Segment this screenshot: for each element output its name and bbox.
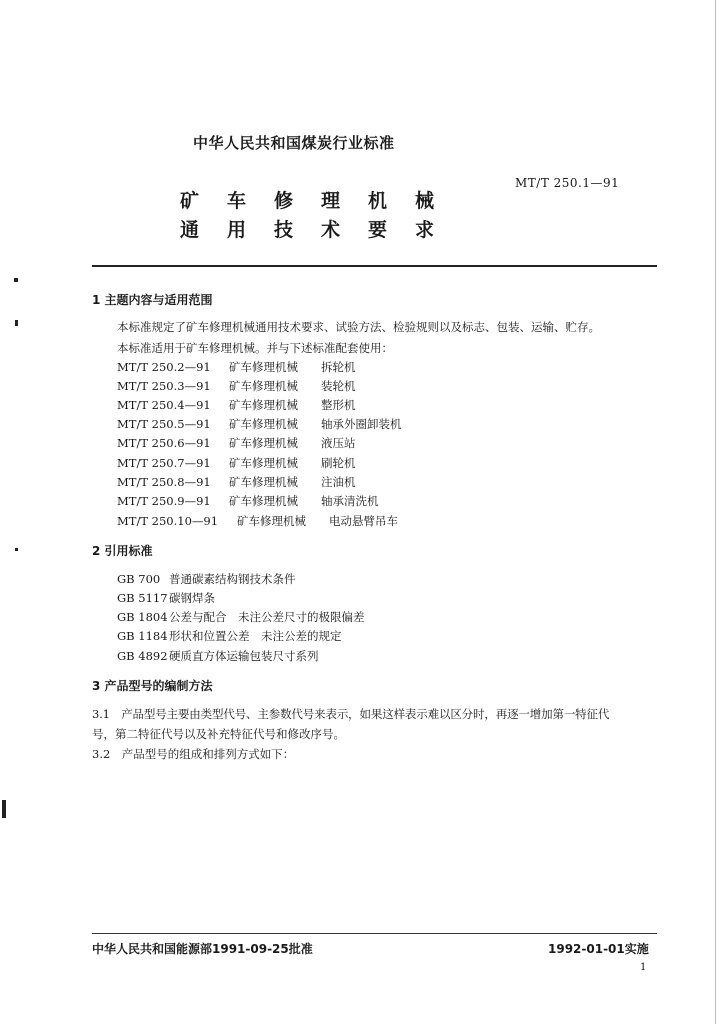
list-item-desc: 电动悬臂吊车 <box>329 514 398 528</box>
list-item-name: 矿车修理机械 <box>229 360 298 374</box>
clause-3-1-line1: 3.1 产品型号主要由类型代号、主参数代号来表示，如果这样表示难以区分时，再逐一增加第一特征代 <box>92 707 610 721</box>
list-item <box>117 359 356 375</box>
title-char: 械 <box>415 190 435 212</box>
list-item <box>117 378 356 394</box>
reference-code: GB 1804 <box>117 610 168 624</box>
reference-item <box>117 590 215 606</box>
title-char: 矿 <box>180 190 200 212</box>
clause-3-2: 3.2 产品型号的组成和排列方式如下： <box>92 747 295 761</box>
reference-item <box>117 628 342 644</box>
list-item <box>117 474 356 490</box>
title-char: 用 <box>227 219 247 241</box>
list-item-desc: 轴承外圈卸装机 <box>321 417 402 431</box>
list-item-desc: 装轮机 <box>321 379 356 393</box>
list-item-desc: 轴承清洗机 <box>321 494 379 508</box>
clause-3-1-line2: 号，第二特征代号以及补充特征代号和修改序号。 <box>92 727 345 741</box>
title-char: 通 <box>180 219 200 241</box>
list-item <box>117 416 402 432</box>
title-char: 要 <box>368 219 388 241</box>
scan-mark <box>14 278 18 282</box>
list-item-code: MT/T 250.5—91 <box>117 417 211 431</box>
list-item-name: 矿车修理机械 <box>229 436 298 450</box>
reference-code: GB 5117 <box>117 591 168 605</box>
list-item-code: MT/T 250.9—91 <box>117 494 211 508</box>
list-item-desc: 整形机 <box>321 398 356 412</box>
list-item-desc: 注油机 <box>321 475 356 489</box>
scan-mark <box>15 548 18 551</box>
list-item-code: MT/T 250.4—91 <box>117 398 211 412</box>
reference-code: GB 1184 <box>117 629 168 643</box>
reference-desc: 硬质直方体运输包装尺寸系列 <box>169 649 319 663</box>
title-char: 修 <box>274 190 294 212</box>
reference-item <box>117 571 296 587</box>
title-char: 理 <box>321 190 341 212</box>
page-number: 1 <box>640 962 647 973</box>
reference-item <box>117 609 365 625</box>
list-item-name: 矿车修理机械 <box>229 379 298 393</box>
issuing-body-title: 中华人民共和国煤炭行业标准 <box>193 134 395 152</box>
list-item <box>117 397 356 413</box>
list-item-code: MT/T 250.2—91 <box>117 360 211 374</box>
list-item-code: MT/T 250.7—91 <box>117 456 211 470</box>
list-item-name: 矿车修理机械 <box>229 456 298 470</box>
list-item-name: 矿车修理机械 <box>229 417 298 431</box>
reference-desc: 公差与配合 未注公差尺寸的极限偏差 <box>169 610 365 624</box>
list-item <box>117 493 379 509</box>
list-item-desc: 液压站 <box>321 436 356 450</box>
reference-desc: 碳钢焊条 <box>169 591 215 605</box>
scan-edge <box>715 0 716 1024</box>
footer-divider <box>92 933 657 934</box>
list-item-code: MT/T 250.3—91 <box>117 379 211 393</box>
list-item-desc: 刷轮机 <box>321 456 356 470</box>
document-title-line2 <box>180 215 462 242</box>
section-3-heading: 3 产品型号的编制方法 <box>92 679 213 693</box>
reference-item <box>117 648 319 664</box>
scan-mark <box>2 800 6 818</box>
list-item-code: MT/T 250.6—91 <box>117 436 211 450</box>
title-char: 求 <box>415 219 435 241</box>
reference-desc: 普通碳素结构钢技术条件 <box>169 572 296 586</box>
title-char: 机 <box>368 190 388 212</box>
reference-desc: 形状和位置公差 未注公差的规定 <box>169 629 342 643</box>
scan-mark <box>15 320 18 326</box>
header-divider <box>92 265 657 267</box>
list-item-name: 矿车修理机械 <box>229 475 298 489</box>
list-item-name: 矿车修理机械 <box>237 514 306 528</box>
section-1-paragraph-2: 本标准适用于矿车修理机械。并与下述标准配套使用： <box>117 341 393 355</box>
title-char: 术 <box>321 219 341 241</box>
list-item-desc: 拆轮机 <box>321 360 356 374</box>
list-item-name: 矿车修理机械 <box>229 398 298 412</box>
list-item <box>117 435 356 451</box>
list-item-code: MT/T 250.10—91 <box>117 514 219 528</box>
effective-date: 1992-01-01实施 <box>548 942 649 956</box>
reference-code: GB 4892 <box>117 649 168 663</box>
section-2-heading: 2 引用标准 <box>92 544 153 558</box>
document-title-line1 <box>180 186 462 213</box>
list-item-code: MT/T 250.8—91 <box>117 475 211 489</box>
title-char: 技 <box>274 219 294 241</box>
approval-line: 中华人民共和国能源部1991-09-25批准 <box>92 942 313 956</box>
section-1-heading: 1 主题内容与适用范围 <box>92 293 213 307</box>
standard-code: MT/T 250.1—91 <box>515 176 620 190</box>
list-item-name: 矿车修理机械 <box>229 494 298 508</box>
list-item <box>117 455 356 471</box>
title-char: 车 <box>227 190 247 212</box>
section-1-paragraph-1: 本标准规定了矿车修理机械通用技术要求、试验方法、检验规则以及标志、包装、运输、贮存。 <box>117 320 600 334</box>
reference-code: GB 700 <box>117 572 161 586</box>
list-item <box>117 513 398 529</box>
